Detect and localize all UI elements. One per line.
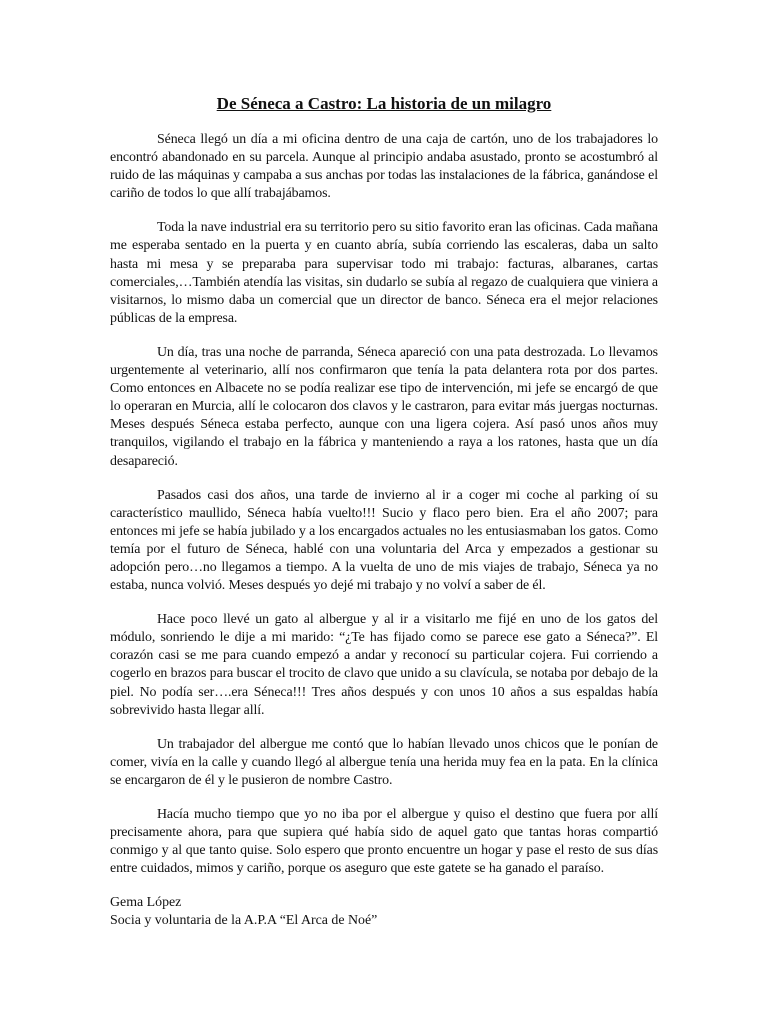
signature-role: Socia y voluntaria de la A.P.A “El Arca de Noé” bbox=[110, 913, 378, 929]
signature-name: Gema López bbox=[110, 895, 182, 911]
paragraph-7: Hacía mucho tiempo que yo no iba por el albergue y quiso el destino que fuera por allí precisamente ahora, para que supiera qué había sido de aquel gato que tantas horas compartió conmigo y al que tanto quise. Solo espero que pronto encuentre un hogar y pase el resto de sus días entre cuidados, mimos y cariño, porque os aseguro que este gatete se ha ganado el paraíso. bbox=[110, 807, 658, 877]
paragraph-1: Séneca llegó un día a mi oficina dentro de una caja de cartón, uno de los trabajadores lo encontró abandonado en su parcela. Aunque al principio andaba asustado, pronto se acostumbró al ruido de las máquinas y campaba a sus anchas por todas las instalaciones de la fábrica, ganándose el cariño de todos lo que allí trabajábamos. bbox=[110, 132, 658, 202]
paragraph-4: Pasados casi dos años, una tarde de invierno al ir a coger mi coche al parking oí su característico maullido, Séneca había vuelto!!! Sucio y flaco pero bien. Era el año 2007; para entonces mi jefe se había jubilado y a los encargados actuales no les entusiasmaban los gatos. Como temía por el futuro de Séneca, hablé con una voluntaria del Arca y empezados a gestionar su adopción pero…no llegamos a tiempo. A la vuelta de uno de mis viajes de trabajo, Séneca ya no estaba, nunca volvió. Meses después yo dejé mi trabajo y no volví a saber de él. bbox=[110, 487, 658, 594]
paragraph-2: Toda la nave industrial era su territorio pero su sitio favorito eran las oficinas. Cada mañana me esperaba sentado en la puerta y en cuanto abría, subía corriendo las escaleras, daba un salto hasta mi mesa y se preparaba para supervisar todo mi trabajo: facturas, albaranes, cartas comerciales,…También atendía las visitas, sin dudarlo se subía al regazo de cualquiera que viniera a visitarnos, lo mismo daba un comercial que un director de banco. Séneca era el mejor relaciones públicas de la empresa. bbox=[110, 220, 658, 326]
paragraph-3: Un día, tras una noche de parranda, Séneca apareció con una pata destrozada. Lo llevamos urgentemente al veterinario, allí nos confirmaron que tenía la pata delantera rota por dos partes. Como entonces en Albacete no se podía realizar ese tipo de intervención, mi jefe se encargó de que lo operaran en Murcia, allí le colocaron dos clavos y le castraron, para evitar más juergas nocturnas. Meses después Séneca estaba perfecto, aunque con una ligera cojera. Así pasó unos años muy tranquilos, vigilando el trabajo en la fábrica y manteniendo a raya a los ratones, hasta que un día desapareció. bbox=[110, 344, 658, 469]
document-title: De Séneca a Castro: La historia de un milagro bbox=[216, 94, 552, 113]
document-page bbox=[110, 94, 658, 931]
paragraph-5: Hace poco llevé un gato al albergue y al ir a visitarlo me fijé en uno de los gatos del módulo, sonriendo le dije a mi marido: “¿Te has fijado como se parece ese gato a Séneca?”. El corazón casi se me para cuando empezó a andar y reconocí su particular cojera. Fui corriendo a cogerlo en brazos para buscar el trocito de clavo que unido a su clavícula, se notaba por debajo de la piel. No podía ser….era Séneca!!! Tres años después y con unos 10 años a sus espaldas había sobrevivido hasta llegar allí. bbox=[110, 612, 658, 718]
paragraph-6: Un trabajador del albergue me contó que lo habían llevado unos chicos que le ponían de comer, vivía en la calle y cuando llegó al albergue tenía una herida muy fea en la pata. En la clínica se encargaron de él y le pusieron de nombre Castro. bbox=[110, 736, 658, 788]
signature-block bbox=[110, 894, 658, 930]
